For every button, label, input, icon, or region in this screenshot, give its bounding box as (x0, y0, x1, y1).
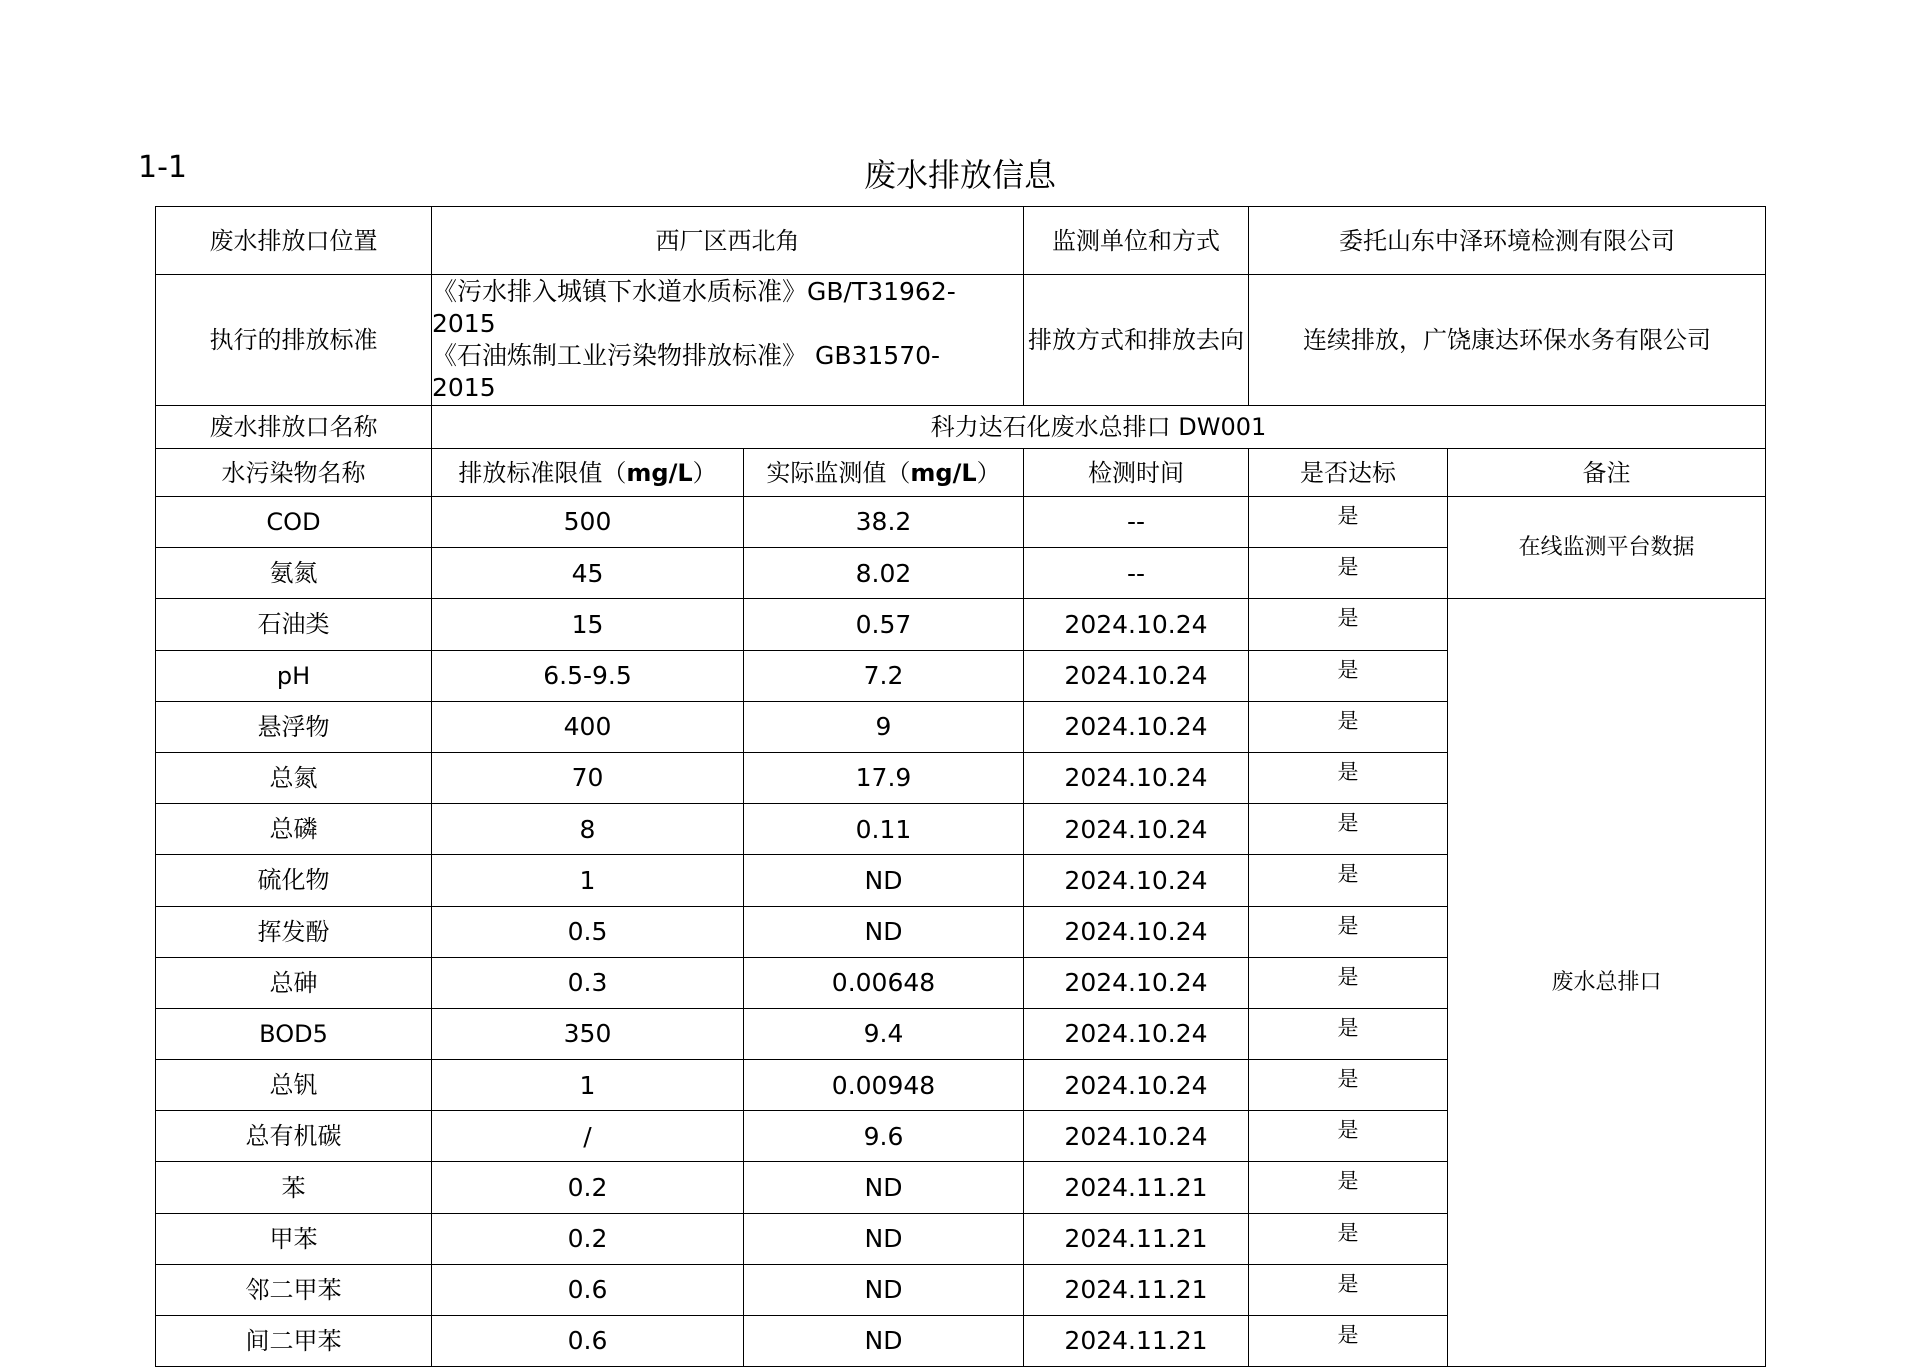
compliant-value: 是 (1249, 855, 1448, 906)
limit-value: 0.2 (432, 1213, 744, 1264)
limit-value: 45 (432, 548, 744, 599)
pollutant-name: pH (156, 650, 432, 701)
limit-value: 1 (432, 855, 744, 906)
test-time: 2024.10.24 (1024, 906, 1249, 957)
actual-value: 9.6 (744, 1111, 1024, 1162)
test-time: 2024.10.24 (1024, 1008, 1249, 1059)
compliant-value: 是 (1249, 906, 1448, 957)
page-number: 1-1 (138, 150, 187, 185)
limit-value: 0.3 (432, 957, 744, 1008)
actual-value: 8.02 (744, 548, 1024, 599)
compliant-value: 是 (1249, 1316, 1448, 1367)
actual-value: ND (744, 1316, 1024, 1367)
standard-line: 《污水排入城镇下水道水质标准》GB/T31962- (432, 277, 956, 306)
test-time: 2024.10.24 (1024, 599, 1249, 650)
discharge-label: 排放方式和排放去向 (1024, 275, 1249, 406)
actual-value: ND (744, 906, 1024, 957)
actual-value: 9 (744, 701, 1024, 752)
compliant-value: 是 (1249, 752, 1448, 803)
limit-value: 350 (432, 1008, 744, 1059)
actual-value: 17.9 (744, 752, 1024, 803)
col-time: 检测时间 (1024, 449, 1249, 497)
test-time: -- (1024, 497, 1249, 548)
standard-line: 2015 (432, 373, 496, 402)
pollutant-name: 邻二甲苯 (156, 1264, 432, 1315)
pollutant-name: 苯 (156, 1162, 432, 1213)
actual-value: ND (744, 1213, 1024, 1264)
compliant-value: 是 (1249, 701, 1448, 752)
compliant-value: 是 (1249, 1111, 1448, 1162)
limit-value: 0.5 (432, 906, 744, 957)
pollutant-name: 总有机碳 (156, 1111, 432, 1162)
compliant-value: 是 (1249, 1008, 1448, 1059)
actual-value: ND (744, 1162, 1024, 1213)
monitor-label: 监测单位和方式 (1024, 207, 1249, 275)
standard-line: 《石油炼制工业污染物排放标准》 GB31570- (432, 341, 941, 370)
pollutant-name: 间二甲苯 (156, 1316, 432, 1367)
limit-value: 500 (432, 497, 744, 548)
actual-value: 7.2 (744, 650, 1024, 701)
test-time: 2024.10.24 (1024, 701, 1249, 752)
compliant-value: 是 (1249, 1162, 1448, 1213)
location-label: 废水排放口位置 (156, 207, 432, 275)
pollutant-name: 甲苯 (156, 1213, 432, 1264)
actual-value: 0.11 (744, 804, 1024, 855)
limit-value: 400 (432, 701, 744, 752)
pollutant-name: BOD5 (156, 1008, 432, 1059)
actual-value: 0.00648 (744, 957, 1024, 1008)
remark-outlet: 废水总排口 (1448, 599, 1766, 1367)
limit-value: 0.6 (432, 1264, 744, 1315)
limit-value: 70 (432, 752, 744, 803)
compliant-value: 是 (1249, 497, 1448, 548)
test-time: 2024.11.21 (1024, 1264, 1249, 1315)
limit-value: / (432, 1111, 744, 1162)
pollutant-name: 总磷 (156, 804, 432, 855)
actual-value: 38.2 (744, 497, 1024, 548)
compliant-value: 是 (1249, 599, 1448, 650)
pollutant-name: 石油类 (156, 599, 432, 650)
test-time: 2024.10.24 (1024, 855, 1249, 906)
col-actual: 实际监测值（mg/L） (744, 449, 1024, 497)
table-row (156, 497, 1766, 548)
test-time: 2024.10.24 (1024, 1060, 1249, 1111)
limit-value: 0.6 (432, 1316, 744, 1367)
test-time: 2024.11.21 (1024, 1316, 1249, 1367)
actual-value: 0.00948 (744, 1060, 1024, 1111)
remark-online: 在线监测平台数据 (1448, 497, 1766, 599)
test-time: -- (1024, 548, 1249, 599)
compliant-value: 是 (1249, 548, 1448, 599)
limit-value: 1 (432, 1060, 744, 1111)
compliant-value: 是 (1249, 1264, 1448, 1315)
standard-line: 2015 (432, 309, 496, 338)
pollutant-name: 总砷 (156, 957, 432, 1008)
outlet-name-label: 废水排放口名称 (156, 406, 432, 449)
test-time: 2024.10.24 (1024, 1111, 1249, 1162)
pollutant-name: 硫化物 (156, 855, 432, 906)
pollutant-name: 悬浮物 (156, 701, 432, 752)
pollutant-name: 总钒 (156, 1060, 432, 1111)
monitor-value: 委托山东中泽环境检测有限公司 (1249, 207, 1766, 275)
limit-value: 8 (432, 804, 744, 855)
table-row (156, 599, 1766, 650)
actual-value: ND (744, 1264, 1024, 1315)
pollutant-name: 总氮 (156, 752, 432, 803)
test-time: 2024.10.24 (1024, 804, 1249, 855)
standard-value (432, 275, 1024, 406)
compliant-value: 是 (1249, 1060, 1448, 1111)
limit-value: 15 (432, 599, 744, 650)
location-value: 西厂区西北角 (432, 207, 1024, 275)
compliant-value: 是 (1249, 1213, 1448, 1264)
test-time: 2024.11.21 (1024, 1162, 1249, 1213)
wastewater-discharge-table (155, 206, 1766, 1367)
test-time: 2024.10.24 (1024, 752, 1249, 803)
compliant-value: 是 (1249, 650, 1448, 701)
actual-value: ND (744, 855, 1024, 906)
col-remark: 备注 (1448, 449, 1766, 497)
standard-label: 执行的排放标准 (156, 275, 432, 406)
actual-value: 9.4 (744, 1008, 1024, 1059)
pollutant-name: 挥发酚 (156, 906, 432, 957)
page-title: 废水排放信息 (863, 156, 1056, 194)
test-time: 2024.10.24 (1024, 650, 1249, 701)
actual-value: 0.57 (744, 599, 1024, 650)
limit-value: 0.2 (432, 1162, 744, 1213)
col-pollutant: 水污染物名称 (156, 449, 432, 497)
test-time: 2024.11.21 (1024, 1213, 1249, 1264)
compliant-value: 是 (1249, 957, 1448, 1008)
pollutant-name: 氨氮 (156, 548, 432, 599)
compliant-value: 是 (1249, 804, 1448, 855)
discharge-value: 连续排放，广饶康达环保水务有限公司 (1249, 275, 1766, 406)
test-time: 2024.10.24 (1024, 957, 1249, 1008)
col-limit: 排放标准限值（mg/L） (432, 449, 744, 497)
limit-value: 6.5-9.5 (432, 650, 744, 701)
outlet-name-value: 科力达石化废水总排口 DW001 (432, 406, 1766, 449)
col-compliant: 是否达标 (1249, 449, 1448, 497)
pollutant-name: COD (156, 497, 432, 548)
